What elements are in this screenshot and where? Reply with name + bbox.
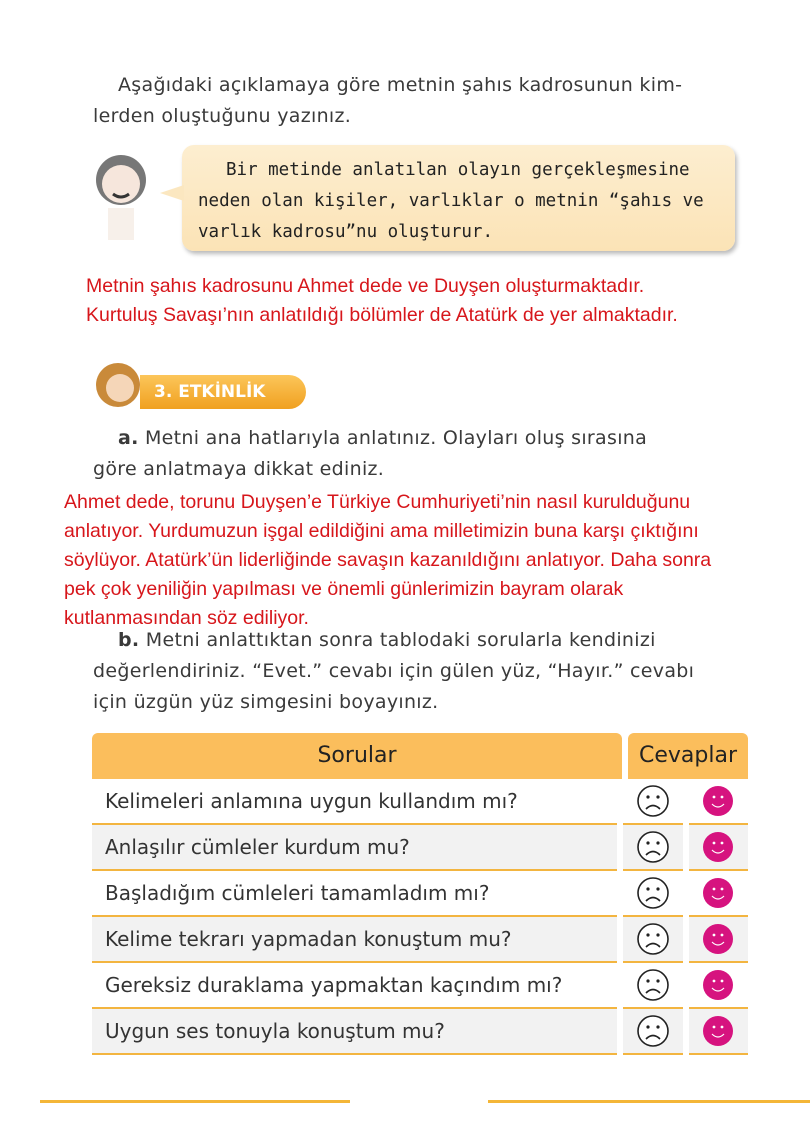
happy-face-icon[interactable]: [689, 871, 748, 917]
part-a-line: Metni ana hatlarıyla anlatınız. Olayları oluş sırasına: [138, 427, 648, 449]
table-row: [92, 963, 748, 1009]
happy-face-icon[interactable]: [689, 1009, 748, 1055]
answer-line: söylüyor. Atatürk’ün liderliğinde savaşın kazanıldığını anlatıyor. Daha sonra: [64, 549, 712, 571]
answer-line: Metnin şahıs kadrosunu Ahmet dede ve Duyşen oluşturmaktadır.: [86, 275, 645, 297]
bubble-line: neden olan kişiler, varlıklar o metnin “şahıs ve: [198, 191, 704, 211]
question: Kelime tekrarı yapmadan konuştum mu?: [92, 917, 617, 963]
question: Kelimeleri anlamına uygun kullandım mı?: [92, 779, 617, 825]
sad-face-icon[interactable]: [623, 963, 682, 1009]
bubble-line: varlık kadrosu”nu oluşturur.: [198, 222, 494, 242]
answer-line: anlatıyor. Yurdumuzun işgal edildiğini ama milletimizin buna karşı çıktığını: [64, 520, 699, 542]
answer-line: Kurtuluş Savaşı’nın anlatıldığı bölümler de Atatürk de yer almaktadır.: [86, 304, 678, 326]
header-questions: Sorular: [92, 733, 622, 779]
happy-face-icon[interactable]: [689, 825, 748, 871]
instruction-line: Aşağıdaki açıklamaya göre metnin şahıs kadrosunun kim-: [118, 74, 683, 96]
instruction-line: lerden oluştuğunu yazınız.: [93, 105, 352, 127]
question: Gereksiz duraklama yapmaktan kaçındım mı?: [92, 963, 617, 1009]
question: Uygun ses tonuyla konuştum mu?: [92, 1009, 617, 1055]
part-b: [93, 625, 695, 718]
part-b-line: için üzgün yüz simgesini boyayınız.: [93, 691, 439, 713]
sad-face-icon[interactable]: [623, 779, 682, 825]
answer-1: [86, 272, 678, 330]
part-a-label: a.: [118, 427, 139, 449]
bubble-line: Bir metinde anlatılan olayın gerçekleşmesine: [226, 160, 690, 180]
girl-illustration-icon: [88, 360, 148, 415]
happy-face-icon[interactable]: [689, 917, 748, 963]
part-a: [93, 423, 648, 485]
happy-face-icon[interactable]: [689, 779, 748, 825]
part-b-line: Metni anlattıktan sonra tablodaki sorularla kendinizi: [139, 629, 656, 651]
instruction: [93, 70, 683, 132]
question: Başladığım cümleleri tamamladım mı?: [92, 871, 617, 917]
part-b-line: değerlendiriniz. “Evet.” cevabı için gülen yüz, “Hayır.” cevabı: [93, 660, 695, 682]
part-b-label: b.: [118, 629, 140, 651]
header-answers: Cevaplar: [628, 733, 748, 779]
divider: [40, 1100, 350, 1103]
table-row: [92, 825, 748, 871]
info-bubble: [182, 145, 735, 251]
table-row: [92, 871, 748, 917]
table-row: [92, 779, 748, 825]
part-a-line: göre anlatmaya dikkat ediniz.: [93, 458, 385, 480]
table-row: [92, 1009, 748, 1055]
answer-line: Ahmet dede, torunu Duyşen’e Türkiye Cumhuriyeti’nin nasıl kurulduğunu: [64, 491, 691, 513]
activity-badge: 3. ETKİNLİK: [140, 375, 306, 409]
sad-face-icon[interactable]: [623, 1009, 682, 1055]
happy-face-icon[interactable]: [689, 963, 748, 1009]
answer-line: pek çok yeniliğin yapılması ve önemli günlerimizin bayram olarak: [64, 578, 624, 600]
grandpa-illustration-icon: [86, 150, 156, 240]
answer-2: [64, 488, 711, 633]
evaluation-table: [92, 733, 748, 1055]
question: Anlaşılır cümleler kurdum mu?: [92, 825, 617, 871]
answer-line: kutlanmasından söz ediliyor.: [64, 607, 309, 629]
table-row: [92, 917, 748, 963]
sad-face-icon[interactable]: [623, 825, 682, 871]
sad-face-icon[interactable]: [623, 917, 682, 963]
sad-face-icon[interactable]: [623, 871, 682, 917]
divider: [488, 1100, 810, 1103]
